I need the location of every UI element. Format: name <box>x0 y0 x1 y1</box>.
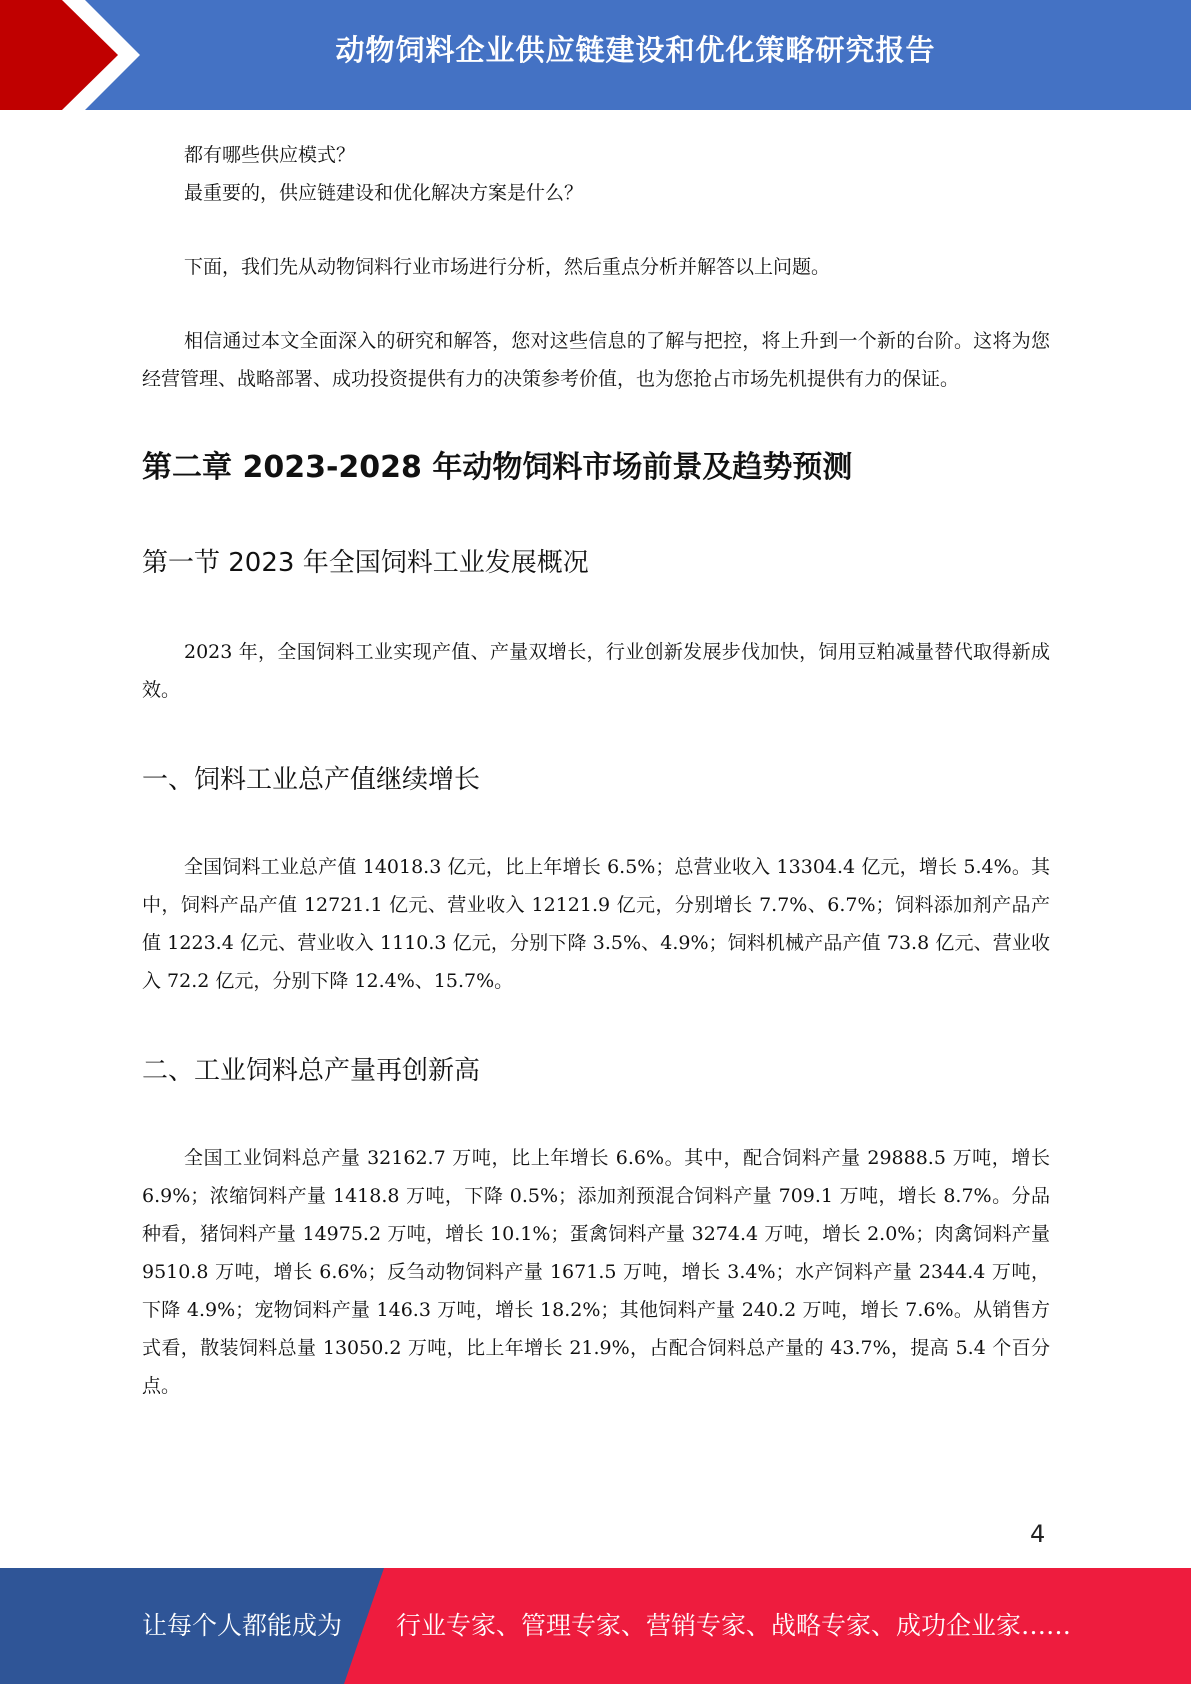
paragraph-next: 下面，我们先从动物饲料行业市场进行分析，然后重点分析并解答以上问题。 <box>184 256 831 278</box>
header-chevron-icon <box>0 0 160 110</box>
paragraph-trust: 相信通过本文全面深入的研究和解答，您对这些信息的了解与把控，将上升到一个新的台阶。这将为您经营管理、战略部署、成功投资提供有力的决策参考价值，也为您抢占市场先机提供有力的保证。 <box>142 330 1050 390</box>
intro-line-1: 都有哪些供应模式？ <box>184 144 356 166</box>
page-header <box>0 0 1191 110</box>
heading-two: 二、工业饲料总产量再创新高 <box>142 1056 481 1086</box>
footer-left-text: 让每个人都能成为 <box>142 1611 343 1640</box>
intro-line-2: 最重要的，供应链建设和优化解决方案是什么？ <box>184 182 584 204</box>
heading-one: 一、饲料工业总产值继续增长 <box>142 765 481 795</box>
header-title: 动物饲料企业供应链建设和优化策略研究报告 <box>335 33 936 67</box>
section-title: 第一节 2023 年全国饲料工业发展概况 <box>142 548 589 578</box>
page-content <box>142 130 1050 1405</box>
page-number: 4 <box>1030 1520 1046 1548</box>
footer-right-text: 行业专家、管理专家、营销专家、战略专家、成功企业家…… <box>396 1611 1072 1640</box>
paragraph-overview: 2023 年，全国饲料工业实现产值、产量双增长，行业创新发展步伐加快，饲用豆粕减量替代取得新成效。 <box>142 641 1050 701</box>
paragraph-two: 全国工业饲料总产量 32162.7 万吨，比上年增长 6.6%。其中，配合饲料产量 29888.5 万吨，增长 6.9%；浓缩饲料产量 1418.8 万吨，下降 0.5%；添加剂预混合饲料产量 709.1 万吨，增长 8.7%。分品种看，猪饲料产量 14975.2 万吨，增长 10.1%；蛋禽饲料产量 3274.4 万吨，增长 2.0%；肉禽饲料产量 9510.8 万吨，增长 6.6%；反刍动物饲料产量 1671.5 万吨，增长 3.4%；水产饲料产量 2344.4 万吨，下降 4.9%；宠物饲料产量 146.3 万吨，增长 18.2%；其他饲料产量 240.2 万吨，增长 7.6%。从销售方式看，散装饲料总量 13050.2 万吨，比上年增长 21.9%，占配合饲料总产量的 43.7%，提高 5.4 个百分点。 <box>142 1147 1050 1397</box>
paragraph-one: 全国饲料工业总产值 14018.3 亿元，比上年增长 6.5%；总营业收入 13304.4 亿元，增长 5.4%。其中，饲料产品产值 12721.1 亿元、营业收入 12121.9 亿元，分别增长 7.7%、6.7%；饲料添加剂产品产值 1223.4 亿元、营业收入 1110.3 亿元，分别下降 3.5%、4.9%；饲料机械产品产值 73.8 亿元、营业收入 72.2 亿元，分别下降 12.4%、15.7%。 <box>142 856 1050 992</box>
chapter-title: 第二章 2023-2028 年动物饲料市场前景及趋势预测 <box>142 450 853 485</box>
page-footer <box>0 1568 1191 1684</box>
